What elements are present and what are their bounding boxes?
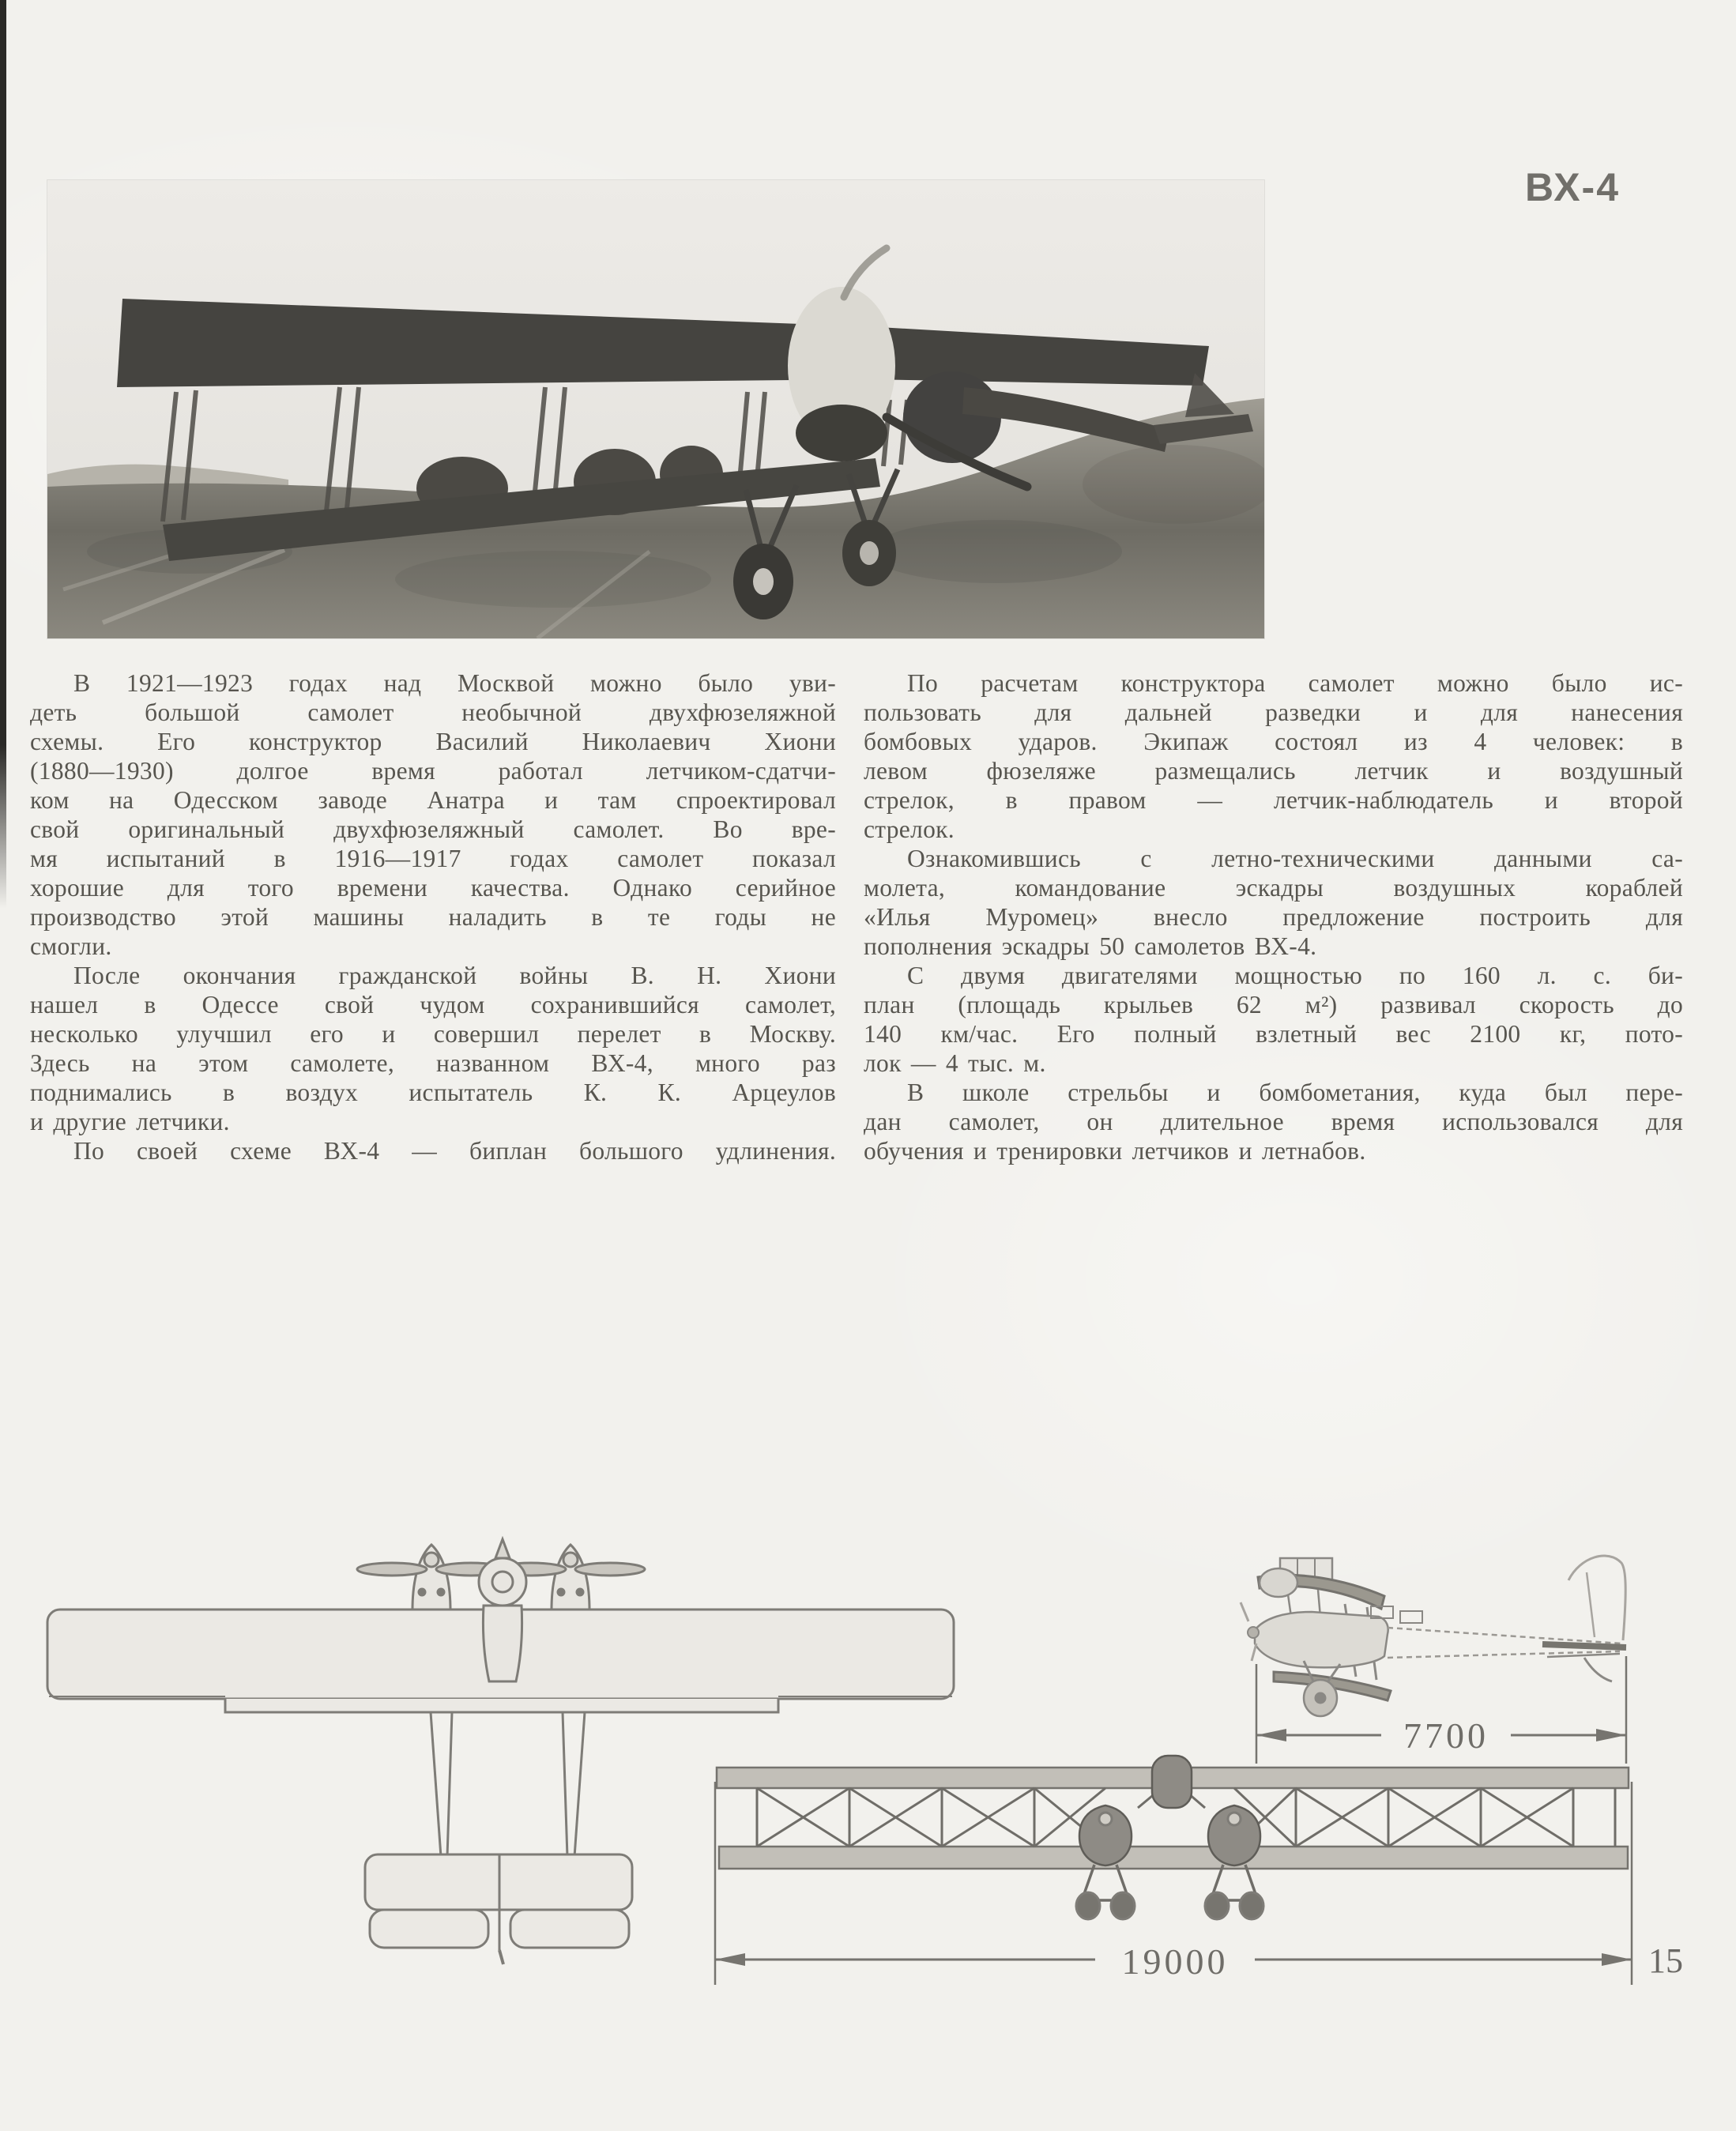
page-number: 15 <box>1648 1941 1683 1980</box>
text-column-left <box>30 668 836 1165</box>
side-view <box>1241 1556 1626 1716</box>
text-line: производство этой машины наладить в те годы не <box>30 903 836 931</box>
length-dimension-label: 7700 <box>1381 1715 1511 1756</box>
front-view <box>717 1756 1629 1919</box>
text-line: и другие летчики. <box>30 1108 230 1135</box>
text-line: план (площадь крыльев 62 м²) развивал скорость до <box>864 991 1683 1018</box>
text-line: пополнения эскадры 50 самолетов ВХ-4. <box>864 932 1317 960</box>
plan-view <box>47 1539 954 1964</box>
text-line: В школе стрельбы и бомбометания, куда был пере- <box>907 1079 1683 1106</box>
text-line: 140 км/час. Его полный взлетный вес 2100 кг, пото- <box>864 1020 1683 1048</box>
text-line: Ознакомившись с летно-техническими данными са- <box>907 845 1683 872</box>
text-line: несколько улучшил его и совершил перелет в Москву. <box>30 1020 836 1048</box>
text-line: пользовать для дальней разведки и для нанесения <box>864 698 1683 726</box>
text-line: стрелок. <box>864 815 955 843</box>
text-line: Здесь на этом самолете, названном ВХ-4, много раз <box>30 1049 836 1077</box>
text-line: бомбовых ударов. Экипаж состоял из 4 человек: в <box>864 728 1683 755</box>
text-line: После окончания гражданской войны В. Н. Хиони <box>73 962 836 989</box>
text-line: В 1921—1923 годах над Москвой можно было уви- <box>73 669 836 697</box>
text-line: деть большой самолет необычной двухфюзеляжной <box>30 698 836 726</box>
text-line: свой оригинальный двухфюзеляжный самолет. Во вре- <box>30 815 836 843</box>
aircraft-photo-illustration <box>47 180 1264 638</box>
text-line: мя испытаний в 1916—1917 годах самолет показал <box>30 845 836 872</box>
text-line: стрелок, в правом — летчик-наблюдатель и второй <box>864 786 1683 814</box>
text-line: По расчетам конструктора самолет можно было ис- <box>907 669 1683 697</box>
three-view-drawing <box>0 1501 1736 2054</box>
text-line: лок — 4 тыс. м. <box>864 1049 1046 1077</box>
text-line: левом фюзеляже размещались летчик и воздушный <box>864 757 1683 785</box>
dimension-lines <box>715 1656 1632 1985</box>
text-line: С двумя двигателями мощностью по 160 л. с. би- <box>907 962 1683 989</box>
text-line: молета, командование эскадры воздушных кораблей <box>864 874 1683 902</box>
text-line: По своей схеме ВХ-4 — биплан большого удлинения. <box>73 1137 836 1165</box>
text-line: обучения и тренировки летчиков и летнабов. <box>864 1137 1366 1165</box>
three-view-drawing-svg <box>0 1501 1736 2054</box>
text-line: ком на Одесском заводе Анатра и там спроектировал <box>30 786 836 814</box>
text-line: (1880—1930) долгое время работал летчиком-сдатчи- <box>30 757 836 785</box>
aircraft-photo <box>47 180 1264 638</box>
text-line: хорошие для того времени качества. Однако серийное <box>30 874 836 902</box>
text-line: «Илья Муромец» внесло предложение построить для <box>864 903 1683 931</box>
wingspan-dimension-label: 19000 <box>1095 1941 1255 1982</box>
aircraft-designation-heading: ВХ-4 <box>1525 165 1621 209</box>
text-line: поднимались в воздух испытатель К. К. Арцеулов <box>30 1079 836 1106</box>
text-line: дан самолет, он длительное время использовался для <box>864 1108 1683 1135</box>
scan-edge-artifact <box>0 0 6 909</box>
text-column-right <box>864 668 1683 1165</box>
text-line: смогли. <box>30 932 112 960</box>
text-line: схемы. Его конструктор Василий Николаевич Хиони <box>30 728 836 755</box>
text-line: нашел в Одессе свой чудом сохранившийся самолет, <box>30 991 836 1018</box>
